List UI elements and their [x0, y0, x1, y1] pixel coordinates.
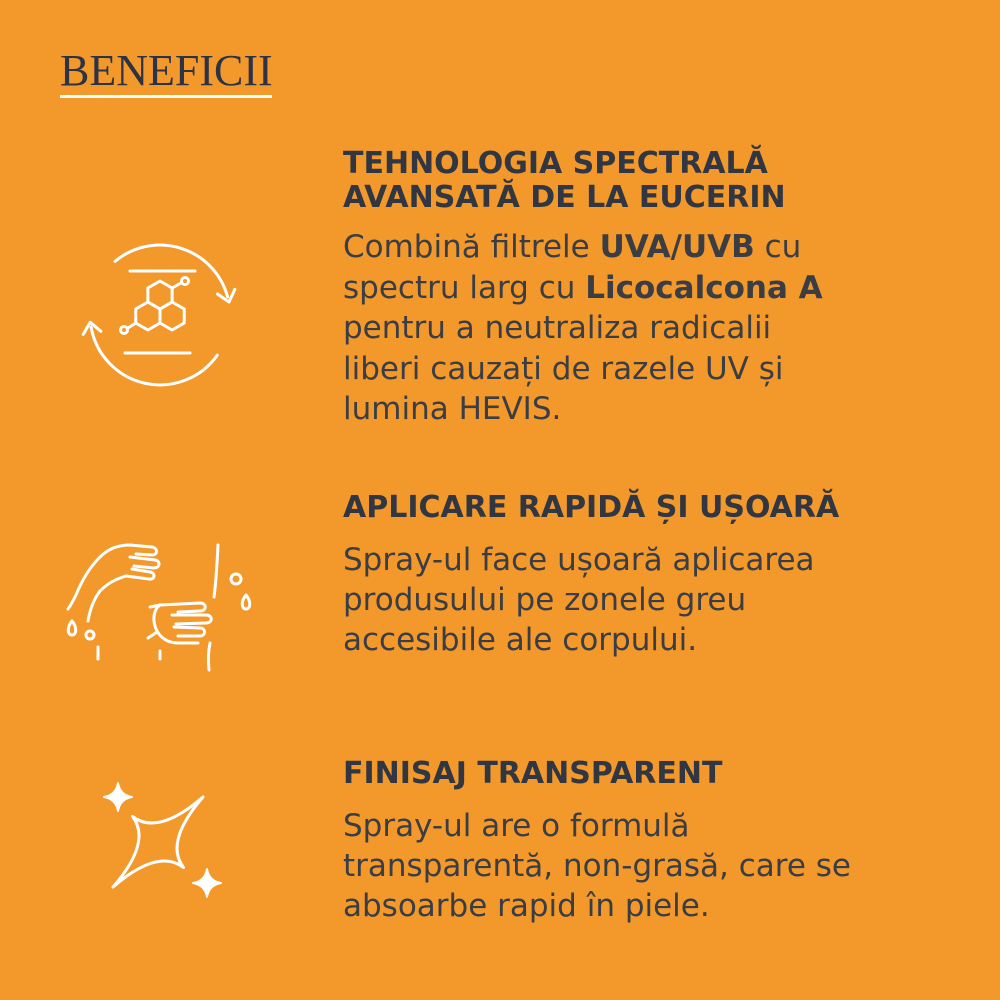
small-sparkle [193, 869, 221, 897]
bond-line [128, 323, 136, 328]
text-segment: Combină filtrele [343, 229, 600, 265]
description-line: pentru a neutraliza radicalii [343, 310, 772, 346]
description-line: produsului pe zonele greu [343, 582, 747, 618]
finger [100, 545, 157, 557]
benefit-description [343, 540, 815, 660]
description-line: Spray-ul face ușoară aplicarea [343, 542, 815, 578]
bold-segment: UVA/UVB [599, 229, 755, 265]
spray-droplets [68, 574, 250, 659]
description-line [343, 268, 823, 309]
forearm [208, 545, 218, 670]
molecule-cycle-icon [70, 235, 250, 395]
text-segment: cu [754, 229, 802, 265]
droplet [231, 574, 241, 584]
benefit-heading [343, 147, 786, 215]
arm-edge [88, 591, 100, 621]
heading-line: TEHNOLOGIA SPECTRALĂ [343, 146, 768, 181]
wrist-line [148, 632, 157, 638]
description-line: Spray-ul are o formulă [343, 808, 690, 844]
sparkle-icon [85, 770, 235, 905]
small-sparkle [104, 783, 132, 811]
description-line: accesibile ale corpului. [343, 622, 698, 658]
benefit-heading [343, 491, 839, 525]
upper-hand [68, 545, 159, 621]
description-line: absoarbe rapid în piele. [343, 888, 710, 924]
wrist-line [150, 605, 160, 607]
description-line: liberi cauzați de razele UV și [343, 350, 784, 387]
arrow-arc-bottom [91, 327, 217, 385]
atom-dot [121, 327, 128, 334]
description-line: lumina HEVIS. [343, 391, 562, 427]
finger [174, 627, 205, 636]
honeycomb-molecule [121, 278, 189, 334]
benefit-description [343, 227, 823, 430]
large-sparkle [113, 797, 203, 887]
atom-dot [182, 278, 189, 285]
title-underline [60, 95, 272, 98]
droplet [242, 595, 250, 609]
heading-line: AVANSATĂ DE LA EUCERIN [343, 180, 786, 215]
heading-line: APLICARE RAPIDĂ ȘI UȘOARĂ [343, 490, 840, 525]
palm-edge [100, 576, 126, 591]
text-segment: spectru larg cu [343, 269, 586, 306]
description-line: transparentă, non-grasă, care se [343, 848, 851, 884]
benefit-description [343, 806, 851, 926]
page-title: BENEFICII [60, 46, 273, 95]
bond-line [172, 283, 181, 288]
heading-line: FINISAJ TRANSPARENT [343, 756, 723, 791]
bold-segment: Licocalcona A [585, 269, 823, 306]
benefit-heading [343, 757, 722, 791]
droplet [86, 631, 94, 639]
hands-applying-icon [60, 535, 260, 675]
finger [130, 557, 159, 568]
hexagon [160, 302, 184, 330]
finger [172, 615, 211, 624]
forearm-line [208, 643, 210, 670]
droplet [68, 621, 76, 635]
finger [160, 603, 205, 612]
hexagon [136, 302, 160, 330]
lower-hand [148, 603, 211, 643]
finger [126, 569, 154, 579]
description-line [343, 227, 823, 268]
forearm-line [214, 545, 218, 597]
